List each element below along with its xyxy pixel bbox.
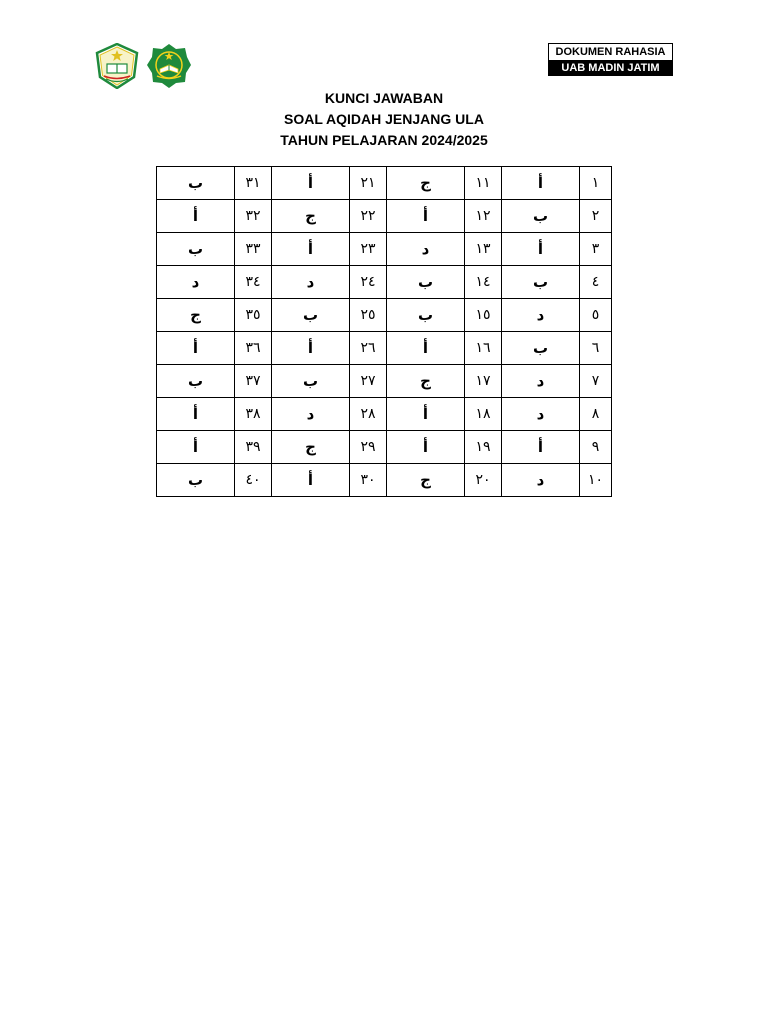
question-number-cell: ٧ bbox=[580, 365, 612, 398]
answer-cell: ب bbox=[502, 332, 580, 365]
answer-cell: د bbox=[387, 233, 465, 266]
answer-cell: أ bbox=[157, 431, 235, 464]
answer-cell: ج bbox=[387, 365, 465, 398]
question-number-cell: ٣١ bbox=[235, 167, 272, 200]
question-number-cell: ٩ bbox=[580, 431, 612, 464]
question-number-cell: ٣٣ bbox=[235, 233, 272, 266]
answer-cell: أ bbox=[387, 200, 465, 233]
answer-cell: ج bbox=[387, 464, 465, 497]
table-row bbox=[157, 398, 612, 431]
answer-cell: د bbox=[272, 266, 350, 299]
question-number-cell: ٢ bbox=[580, 200, 612, 233]
header-logos bbox=[94, 43, 196, 89]
question-number-cell: ٣٧ bbox=[235, 365, 272, 398]
question-number-cell: ١٨ bbox=[465, 398, 502, 431]
table-row bbox=[157, 299, 612, 332]
question-number-cell: ٢٨ bbox=[350, 398, 387, 431]
question-number-cell: ٣٨ bbox=[235, 398, 272, 431]
answer-cell: أ bbox=[272, 464, 350, 497]
school-emblem-icon bbox=[94, 43, 140, 89]
answer-cell: ج bbox=[272, 431, 350, 464]
question-number-cell: ٢٢ bbox=[350, 200, 387, 233]
question-number-cell: ١٥ bbox=[465, 299, 502, 332]
answer-key-table bbox=[156, 166, 612, 497]
table-row bbox=[157, 200, 612, 233]
table-row bbox=[157, 332, 612, 365]
table-row bbox=[157, 464, 612, 497]
answer-cell: ب bbox=[157, 365, 235, 398]
question-number-cell: ٢٥ bbox=[350, 299, 387, 332]
answer-cell: ج bbox=[387, 167, 465, 200]
answer-cell: د bbox=[272, 398, 350, 431]
title-line-2: SOAL AQIDAH JENJANG ULA bbox=[284, 111, 484, 127]
stamp-organization-label: UAB MADIN JATIM bbox=[549, 61, 672, 76]
question-number-cell: ٢٤ bbox=[350, 266, 387, 299]
question-number-cell: ٦ bbox=[580, 332, 612, 365]
question-number-cell: ٢٠ bbox=[465, 464, 502, 497]
answer-cell: أ bbox=[157, 332, 235, 365]
answer-cell: د bbox=[502, 464, 580, 497]
answer-cell: ب bbox=[157, 464, 235, 497]
question-number-cell: ٢٣ bbox=[350, 233, 387, 266]
answer-cell: ج bbox=[157, 299, 235, 332]
question-number-cell: ٣٢ bbox=[235, 200, 272, 233]
answer-cell: أ bbox=[272, 332, 350, 365]
answer-cell: ب bbox=[387, 299, 465, 332]
question-number-cell: ٢١ bbox=[350, 167, 387, 200]
question-number-cell: ٣٠ bbox=[350, 464, 387, 497]
question-number-cell: ١٠ bbox=[580, 464, 612, 497]
question-number-cell: ٢٧ bbox=[350, 365, 387, 398]
answer-cell: د bbox=[157, 266, 235, 299]
answer-cell: ج bbox=[272, 200, 350, 233]
question-number-cell: ٣٥ bbox=[235, 299, 272, 332]
question-number-cell: ٤ bbox=[580, 266, 612, 299]
answer-cell: أ bbox=[387, 332, 465, 365]
question-number-cell: ٨ bbox=[580, 398, 612, 431]
answer-cell: ب bbox=[502, 266, 580, 299]
answer-cell: أ bbox=[387, 431, 465, 464]
question-number-cell: ١ bbox=[580, 167, 612, 200]
answer-cell: أ bbox=[387, 398, 465, 431]
table-row bbox=[157, 266, 612, 299]
question-number-cell: ١٧ bbox=[465, 365, 502, 398]
question-number-cell: ٢٩ bbox=[350, 431, 387, 464]
answer-cell: د bbox=[502, 398, 580, 431]
answer-cell: أ bbox=[157, 200, 235, 233]
answer-cell: أ bbox=[272, 167, 350, 200]
answer-cell: ب bbox=[157, 167, 235, 200]
answer-cell: ب bbox=[502, 200, 580, 233]
question-number-cell: ١٤ bbox=[465, 266, 502, 299]
answer-cell: أ bbox=[502, 233, 580, 266]
question-number-cell: ٣ bbox=[580, 233, 612, 266]
answer-cell: أ bbox=[272, 233, 350, 266]
stamp-confidential-label: DOKUMEN RAHASIA bbox=[549, 44, 672, 61]
table-row bbox=[157, 365, 612, 398]
kemenag-emblem-icon bbox=[146, 43, 192, 89]
question-number-cell: ١٣ bbox=[465, 233, 502, 266]
question-number-cell: ١٦ bbox=[465, 332, 502, 365]
question-number-cell: ٥ bbox=[580, 299, 612, 332]
answer-cell: أ bbox=[502, 167, 580, 200]
title-line-1: KUNCI JAWABAN bbox=[324, 90, 444, 106]
question-number-cell: ٢٦ bbox=[350, 332, 387, 365]
table-row bbox=[157, 431, 612, 464]
question-number-cell: ٣٤ bbox=[235, 266, 272, 299]
document-title bbox=[0, 88, 768, 151]
answer-cell: د bbox=[502, 365, 580, 398]
answer-cell: د bbox=[502, 299, 580, 332]
question-number-cell: ٤٠ bbox=[235, 464, 272, 497]
answer-cell: ب bbox=[387, 266, 465, 299]
question-number-cell: ١٢ bbox=[465, 200, 502, 233]
table-row bbox=[157, 167, 612, 200]
table-row bbox=[157, 233, 612, 266]
answer-cell: أ bbox=[157, 398, 235, 431]
confidential-stamp bbox=[548, 43, 673, 76]
question-number-cell: ٣٩ bbox=[235, 431, 272, 464]
answer-cell: ب bbox=[272, 365, 350, 398]
answer-cell: أ bbox=[502, 431, 580, 464]
question-number-cell: ١١ bbox=[465, 167, 502, 200]
question-number-cell: ٣٦ bbox=[235, 332, 272, 365]
question-number-cell: ١٩ bbox=[465, 431, 502, 464]
answer-cell: ب bbox=[272, 299, 350, 332]
answer-cell: ب bbox=[157, 233, 235, 266]
title-line-3: TAHUN PELAJARAN 2024/2025 bbox=[280, 132, 488, 148]
